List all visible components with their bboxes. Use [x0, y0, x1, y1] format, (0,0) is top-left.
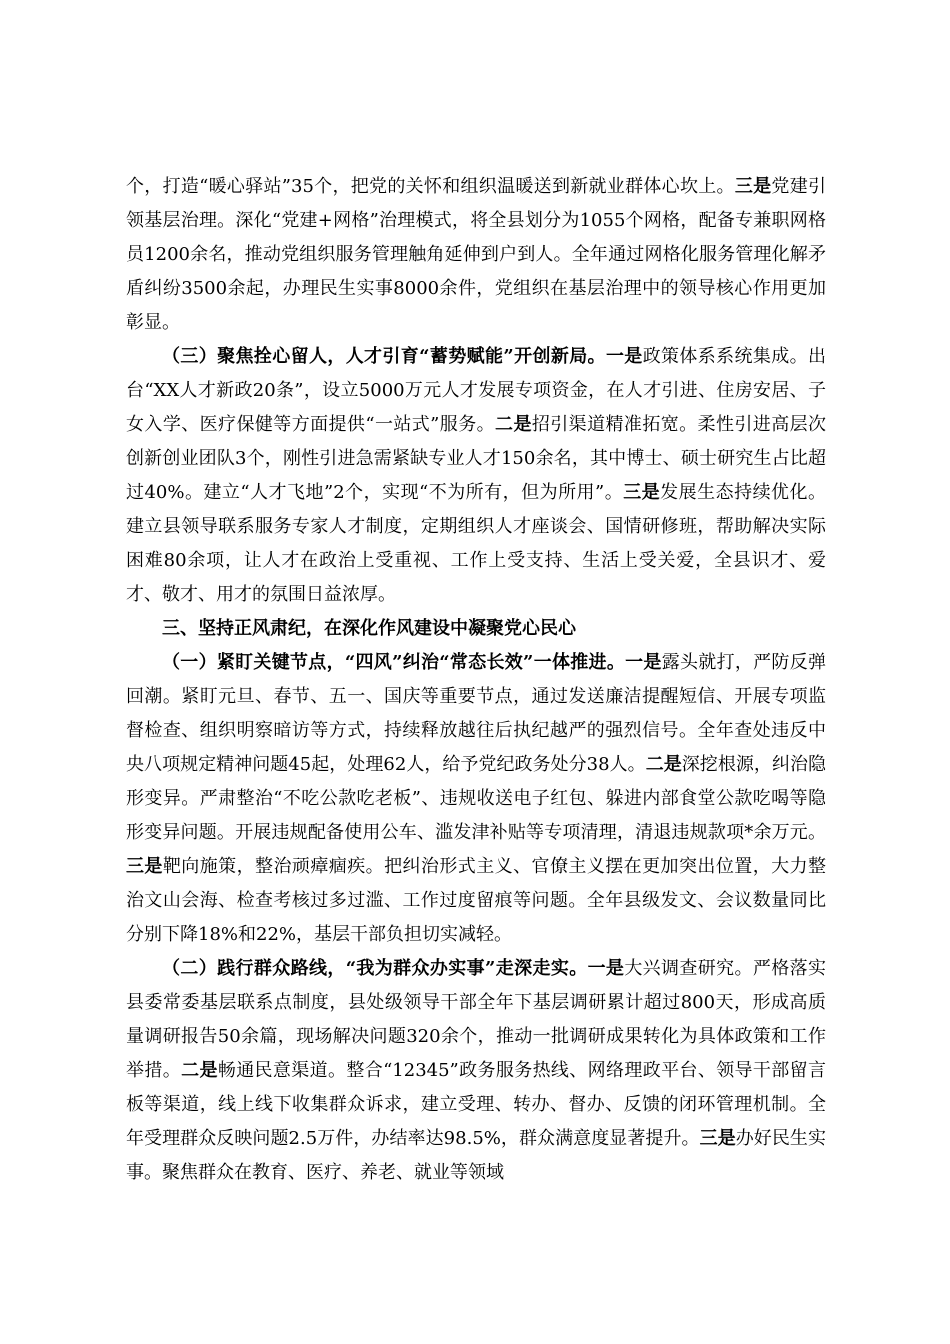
emphasis-run: 二是	[495, 414, 532, 435]
emphasis-run: 二是	[181, 1060, 218, 1081]
subsection-heading: （二）践行群众路线，“我为群众办实事”走深走实。	[162, 958, 588, 979]
subsection-heading: （一）紧盯关键节点，“四风”纠治“常态长效”一体推进。	[162, 652, 626, 673]
emphasis-run: 一是	[587, 958, 625, 979]
text-run: 办好民生实事。聚焦群众在教育、医疗、养老、就业等领域	[126, 1128, 826, 1183]
subsection-heading: （三）聚焦拴心留人，人才引育“蓄势赋能”开创新局。	[162, 346, 606, 367]
section-heading-work-style	[126, 612, 826, 646]
text-run: 靶向施策，整治顽瘴痼疾。把纠治形式主义、官僚主义摆在更加突出位置，大力整治文山会海、检查考核过多过滥、工作过度留痕等问题。全年县级发文、会议数量同比分别下降18%和22%，基层干部负担切实减轻。	[126, 856, 827, 945]
paragraph-party-building-governance	[126, 170, 826, 340]
text-run: 畅通民意渠道。整合“12345”政务服务热线、网络理政平台、领导干部留言板等渠道，线上线下收集群众诉求，建立受理、转办、督办、反馈的闭环管理机制。全年受理群众反映问题2.5万件，办结率达98.5%，群众满意度显著提升。	[126, 1060, 827, 1149]
paragraph-talent-section	[126, 340, 826, 612]
text-run: 政策体系系统集成。出台“XX人才新政20条”，设立5000万元人才发展专项资金，在人才引进、住房安居、子女入学、医疗保健等方面提供“一站式”服务。	[126, 346, 827, 435]
text-run: 招引渠道精准拓宽。柔性引进高层次创新创业团队3个，刚性引进急需紧缺专业人才150余名，其中博士、硕士研究生占比超过40%。建立“人才飞地”2个，实现“不为所有，但为所用”。	[126, 414, 827, 503]
emphasis-run: 三是	[623, 482, 661, 503]
document-page	[126, 170, 826, 1190]
emphasis-run: 三是	[734, 176, 772, 197]
emphasis-run: 三是	[699, 1128, 736, 1149]
paragraph-four-winds	[126, 646, 826, 952]
text-run: 个，打造“暖心驿站”35个，把党的关怀和组织温暖送到新就业群体心坎上。	[126, 176, 735, 197]
text-run: 党建引领基层治理。深化“党建+网格”治理模式，将全县划分为1055个网格，配备专兼职网格员1200余名，推动党组织服务管理触角延伸到户到人。全年通过网格化服务管理化解矛盾纠纷3500余起，办理民生实事8000余件，党组织在基层治理中的领导核心作用更加彰显。	[126, 176, 826, 333]
emphasis-run: 一是	[625, 652, 662, 673]
text-run: 深挖根源，纠治隐形变异。严肃整治“不吃公款吃老板”、违规收送电子红包、躲进内部食堂公款吃喝等隐形变异问题。开展违规配备使用公车、滥发津补贴等专项清理，清退违规款项*余万元。	[126, 754, 827, 843]
emphasis-run: 三是	[126, 856, 163, 877]
text-run: 露头就打，严防反弹回潮。紧盯元旦、春节、五一、国庆等重要节点，通过发送廉洁提醒短信、开展专项监督检查、组织明察暗访等方式，持续释放越往后执纪越严的强烈信号。全年查处违反中央八项规定精神问题45起，处理62人，给予党纪政务处分38人。	[126, 652, 827, 775]
text-run: 发展生态持续优化。建立县领导联系服务专家人才制度，定期组织人才座谈会、国情研修班，帮助解决实际困难80余项，让人才在政治上受重视、工作上受支持、生活上受关爱，全县识才、爱才、敬才、用才的氛围日益浓厚。	[126, 482, 827, 605]
text-run: 大兴调查研究。严格落实县委常委基层联系点制度，县处级领导干部全年下基层调研累计超过800天，形成高质量调研报告50余篇，现场解决问题320余个，推动一批调研成果转化为具体政策和工作举措。	[126, 958, 827, 1081]
emphasis-run: 一是	[605, 346, 643, 367]
paragraph-mass-line	[126, 952, 826, 1190]
emphasis-run: 二是	[645, 754, 682, 775]
section-heading-text: 三、坚持正风肃纪，在深化作风建设中凝聚党心民心	[162, 618, 576, 639]
